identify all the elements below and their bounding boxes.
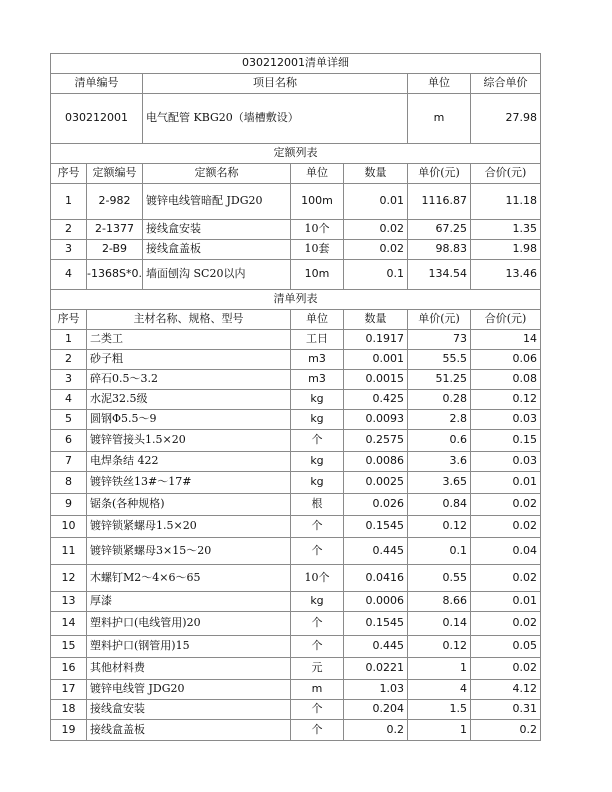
material-name: 二类工 <box>87 330 291 350</box>
quota-total: 1.98 <box>471 240 541 260</box>
material-no: 9 <box>51 494 87 516</box>
quota-no: 1 <box>51 184 87 220</box>
bill-code: 030212001 <box>51 94 143 144</box>
material-row <box>51 592 541 612</box>
quota-price-header: 单价(元) <box>408 164 471 184</box>
material-row <box>51 370 541 390</box>
quota-unit: 10m <box>291 260 344 290</box>
quota-unit-header: 单位 <box>291 164 344 184</box>
material-row <box>51 538 541 565</box>
material-total: 0.01 <box>471 592 541 612</box>
material-name: 碎石0.5～3.2 <box>87 370 291 390</box>
material-row <box>51 565 541 592</box>
material-name: 镀锌电线管 JDG20 <box>87 680 291 700</box>
material-unit: 个 <box>291 700 344 720</box>
material-qty: 1.03 <box>344 680 408 700</box>
quota-row <box>51 260 541 290</box>
bill-name: 电气配管 KBG20（墙槽敷设） <box>143 94 408 144</box>
material-no: 2 <box>51 350 87 370</box>
quota-code: 2-1377 <box>87 220 143 240</box>
material-no: 5 <box>51 410 87 430</box>
material-qty: 0.0093 <box>344 410 408 430</box>
material-unit: kg <box>291 452 344 472</box>
material-price: 0.84 <box>408 494 471 516</box>
material-price: 8.66 <box>408 592 471 612</box>
material-row <box>51 680 541 700</box>
material-unit-header: 单位 <box>291 310 344 330</box>
material-total: 0.02 <box>471 565 541 592</box>
material-row <box>51 472 541 494</box>
quota-total: 1.35 <box>471 220 541 240</box>
material-unit: 工日 <box>291 330 344 350</box>
material-total: 0.2 <box>471 720 541 741</box>
material-qty: 0.425 <box>344 390 408 410</box>
material-rows <box>51 330 541 741</box>
material-price: 1 <box>408 658 471 680</box>
quota-qty: 0.02 <box>344 220 408 240</box>
material-total: 4.12 <box>471 680 541 700</box>
material-row <box>51 350 541 370</box>
material-name: 接线盒盖板 <box>87 720 291 741</box>
material-price: 4 <box>408 680 471 700</box>
material-price: 0.28 <box>408 390 471 410</box>
material-total: 0.05 <box>471 636 541 658</box>
material-unit: m <box>291 680 344 700</box>
material-no: 15 <box>51 636 87 658</box>
material-name: 电焊条结 422 <box>87 452 291 472</box>
quota-code: 2-B9 <box>87 240 143 260</box>
material-name: 木螺钉M2～4×6～65 <box>87 565 291 592</box>
material-no: 12 <box>51 565 87 592</box>
quota-code: 2-982 <box>87 184 143 220</box>
material-name: 厚漆 <box>87 592 291 612</box>
material-total: 0.03 <box>471 410 541 430</box>
material-qty: 0.1545 <box>344 612 408 636</box>
bill-name-header: 项目名称 <box>143 74 408 94</box>
material-name: 圆钢Φ5.5～9 <box>87 410 291 430</box>
material-price: 2.8 <box>408 410 471 430</box>
bill-unit: m <box>408 94 471 144</box>
material-unit: kg <box>291 410 344 430</box>
material-no: 17 <box>51 680 87 700</box>
quota-unit: 100m <box>291 184 344 220</box>
material-total: 0.04 <box>471 538 541 565</box>
material-no-header: 序号 <box>51 310 87 330</box>
material-no: 4 <box>51 390 87 410</box>
material-no: 11 <box>51 538 87 565</box>
material-unit: 个 <box>291 720 344 741</box>
material-qty: 0.445 <box>344 636 408 658</box>
quota-total-header: 合价(元) <box>471 164 541 184</box>
material-unit: 根 <box>291 494 344 516</box>
quota-price: 67.25 <box>408 220 471 240</box>
material-no: 18 <box>51 700 87 720</box>
material-unit: kg <box>291 592 344 612</box>
quota-no-header: 序号 <box>51 164 87 184</box>
material-name: 水泥32.5级 <box>87 390 291 410</box>
material-total: 0.02 <box>471 494 541 516</box>
material-qty: 0.001 <box>344 350 408 370</box>
material-qty: 0.1917 <box>344 330 408 350</box>
material-qty: 0.0006 <box>344 592 408 612</box>
material-name: 镀锌锁紧螺母1.5×20 <box>87 516 291 538</box>
material-total: 0.12 <box>471 390 541 410</box>
quota-price: 1116.87 <box>408 184 471 220</box>
quota-name: 接线盒安装 <box>143 220 291 240</box>
quota-unit: 10套 <box>291 240 344 260</box>
material-qty: 0.0416 <box>344 565 408 592</box>
quota-qty: 0.02 <box>344 240 408 260</box>
quota-total: 11.18 <box>471 184 541 220</box>
quota-code-header: 定额编号 <box>87 164 143 184</box>
material-row <box>51 390 541 410</box>
material-no: 16 <box>51 658 87 680</box>
material-row <box>51 658 541 680</box>
material-qty: 0.1545 <box>344 516 408 538</box>
material-total: 0.02 <box>471 516 541 538</box>
material-unit: 个 <box>291 612 344 636</box>
material-no: 19 <box>51 720 87 741</box>
material-total: 0.02 <box>471 658 541 680</box>
material-qty-header: 数量 <box>344 310 408 330</box>
quota-no: 4 <box>51 260 87 290</box>
material-name-header: 主材名称、规格、型号 <box>87 310 291 330</box>
material-unit: 元 <box>291 658 344 680</box>
quota-no: 2 <box>51 220 87 240</box>
material-unit: 个 <box>291 538 344 565</box>
material-unit: 个 <box>291 430 344 452</box>
quota-section-title: 定额列表 <box>51 144 541 164</box>
material-no: 14 <box>51 612 87 636</box>
material-row <box>51 494 541 516</box>
material-unit: kg <box>291 472 344 494</box>
bill-price-header: 综合单价 <box>471 74 541 94</box>
material-total: 14 <box>471 330 541 350</box>
material-row <box>51 330 541 350</box>
material-qty: 0.2 <box>344 720 408 741</box>
material-price: 73 <box>408 330 471 350</box>
material-name: 砂子粗 <box>87 350 291 370</box>
material-price: 0.12 <box>408 636 471 658</box>
table-title: 030212001清单详细 <box>51 54 541 74</box>
material-no: 3 <box>51 370 87 390</box>
material-name: 其他材料费 <box>87 658 291 680</box>
quota-row <box>51 220 541 240</box>
material-row <box>51 612 541 636</box>
material-row <box>51 410 541 430</box>
quota-qty: 0.1 <box>344 260 408 290</box>
material-unit: m3 <box>291 370 344 390</box>
quota-name: 接线盒盖板 <box>143 240 291 260</box>
material-row <box>51 700 541 720</box>
material-qty: 0.2575 <box>344 430 408 452</box>
quota-row <box>51 240 541 260</box>
material-no: 10 <box>51 516 87 538</box>
material-unit: 个 <box>291 516 344 538</box>
material-price: 3.6 <box>408 452 471 472</box>
material-total: 0.02 <box>471 612 541 636</box>
material-name: 锯条(各种规格) <box>87 494 291 516</box>
material-section-title: 清单列表 <box>51 290 541 310</box>
bill-price: 27.98 <box>471 94 541 144</box>
material-total-header: 合价(元) <box>471 310 541 330</box>
quota-row <box>51 184 541 220</box>
quota-unit: 10个 <box>291 220 344 240</box>
material-price: 1.5 <box>408 700 471 720</box>
material-name: 接线盒安装 <box>87 700 291 720</box>
material-total: 0.31 <box>471 700 541 720</box>
quota-code: -1368S*0. <box>87 260 143 290</box>
material-total: 0.15 <box>471 430 541 452</box>
material-unit: kg <box>291 390 344 410</box>
material-unit: 10个 <box>291 565 344 592</box>
material-total: 0.03 <box>471 452 541 472</box>
material-price: 0.6 <box>408 430 471 452</box>
material-name: 塑料护口(电线管用)20 <box>87 612 291 636</box>
quota-qty: 0.01 <box>344 184 408 220</box>
material-total: 0.06 <box>471 350 541 370</box>
quota-price: 98.83 <box>408 240 471 260</box>
material-price: 1 <box>408 720 471 741</box>
material-no: 7 <box>51 452 87 472</box>
material-price: 55.5 <box>408 350 471 370</box>
material-no: 6 <box>51 430 87 452</box>
bill-code-header: 清单编号 <box>51 74 143 94</box>
material-no: 13 <box>51 592 87 612</box>
material-name: 塑料护口(钢管用)15 <box>87 636 291 658</box>
quota-name: 墙面刨沟 SC20以内 <box>143 260 291 290</box>
quota-name: 镀锌电线管暗配 JDG20 <box>143 184 291 220</box>
material-unit: m3 <box>291 350 344 370</box>
material-row <box>51 636 541 658</box>
material-name: 镀锌管接头1.5×20 <box>87 430 291 452</box>
material-no: 1 <box>51 330 87 350</box>
quota-total: 13.46 <box>471 260 541 290</box>
material-qty: 0.0086 <box>344 452 408 472</box>
quota-name-header: 定额名称 <box>143 164 291 184</box>
material-qty: 0.0025 <box>344 472 408 494</box>
material-total: 0.01 <box>471 472 541 494</box>
material-qty: 0.445 <box>344 538 408 565</box>
material-row <box>51 452 541 472</box>
material-qty: 0.0015 <box>344 370 408 390</box>
material-row <box>51 430 541 452</box>
material-no: 8 <box>51 472 87 494</box>
bill-detail-table <box>50 53 541 741</box>
material-row <box>51 516 541 538</box>
material-unit: 个 <box>291 636 344 658</box>
material-row <box>51 720 541 741</box>
material-price: 0.14 <box>408 612 471 636</box>
material-name: 镀锌铁丝13#～17# <box>87 472 291 494</box>
material-price: 0.55 <box>408 565 471 592</box>
material-price-header: 单价(元) <box>408 310 471 330</box>
material-price: 0.1 <box>408 538 471 565</box>
material-qty: 0.0221 <box>344 658 408 680</box>
quota-no: 3 <box>51 240 87 260</box>
quota-qty-header: 数量 <box>344 164 408 184</box>
quota-price: 134.54 <box>408 260 471 290</box>
material-price: 51.25 <box>408 370 471 390</box>
bill-unit-header: 单位 <box>408 74 471 94</box>
material-qty: 0.204 <box>344 700 408 720</box>
material-name: 镀锌锁紧螺母3×15～20 <box>87 538 291 565</box>
material-qty: 0.026 <box>344 494 408 516</box>
material-total: 0.08 <box>471 370 541 390</box>
material-price: 0.12 <box>408 516 471 538</box>
material-price: 3.65 <box>408 472 471 494</box>
